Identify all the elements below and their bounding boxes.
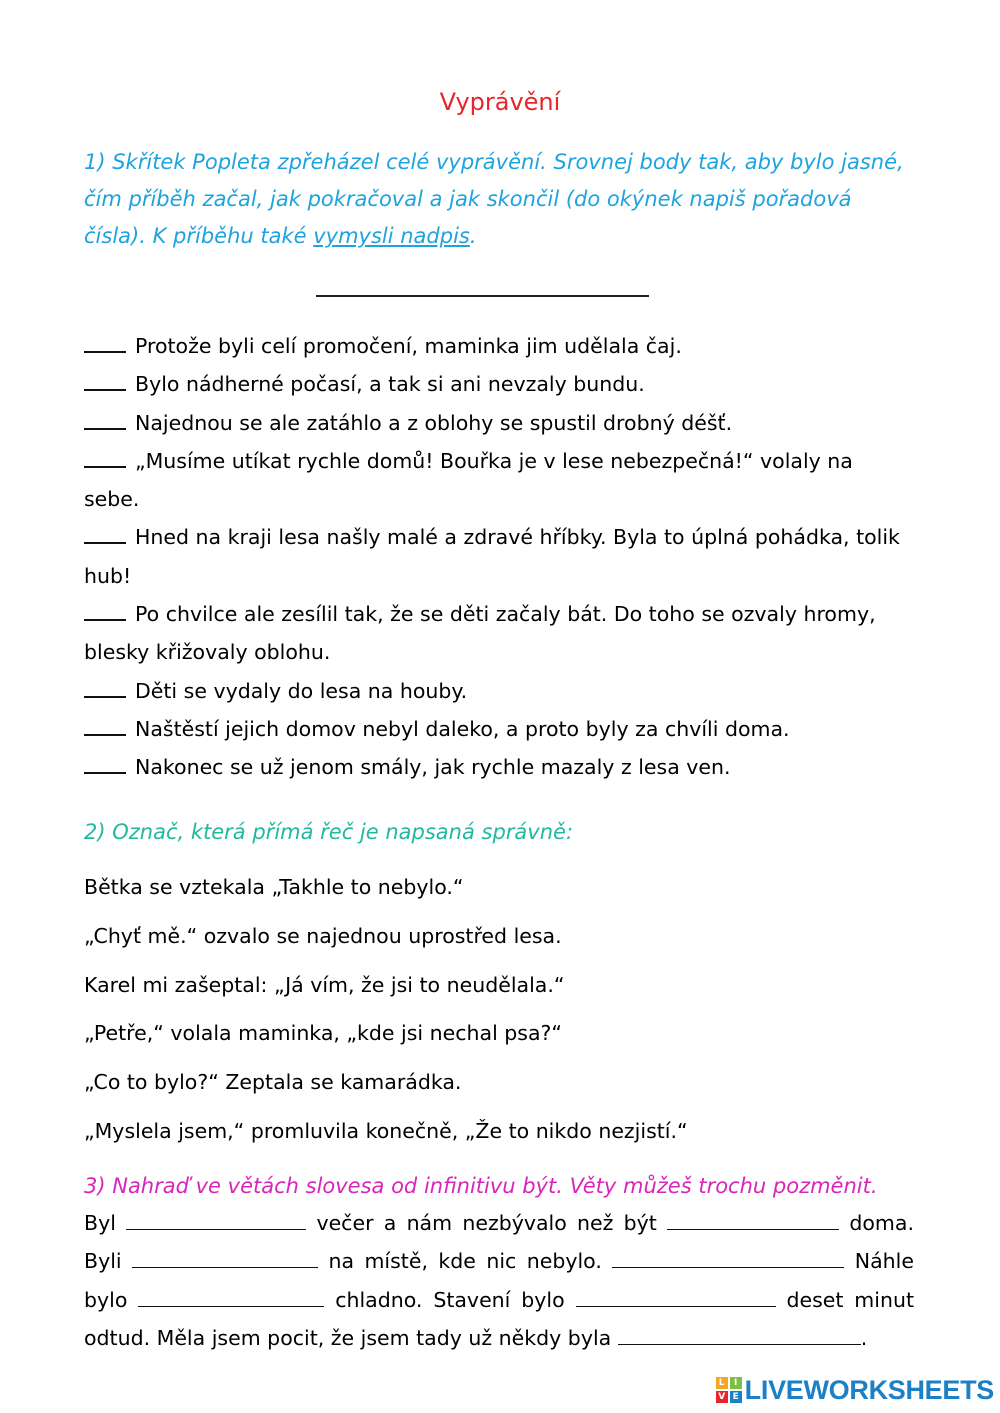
verb-blank[interactable] xyxy=(618,1324,861,1345)
sentence-text: Naštěstí jejich domov nebyl daleko, a proto byly za chvíli doma. xyxy=(135,716,790,741)
worksheet-title: Vyprávění xyxy=(439,88,561,116)
story-sentence xyxy=(84,327,904,365)
task2-instruction: 2) Označ, která přímá řeč je napsaná správně: xyxy=(84,820,574,844)
speech-option[interactable]: Karel mi zašeptal: „Já vím, že jsi to neudělala.“ xyxy=(84,972,565,997)
order-blank[interactable] xyxy=(84,371,126,391)
order-blank[interactable] xyxy=(84,754,126,774)
sentence-text: Po chvilce ale zesílil tak, že se děti začaly bát. Do toho se ozvaly hromy, blesky křižovaly oblohu. xyxy=(84,602,876,665)
order-blank[interactable] xyxy=(84,333,126,353)
text-fragment: deset minut xyxy=(786,1287,914,1312)
order-blank[interactable] xyxy=(84,448,126,468)
task1-instruction xyxy=(84,144,904,255)
text-fragment: Náhle xyxy=(854,1249,914,1274)
order-blank[interactable] xyxy=(84,524,126,544)
verb-blank[interactable] xyxy=(612,1247,844,1268)
task1-instruction-end: . xyxy=(469,224,477,248)
text-fragment: chladno. Stavení bylo xyxy=(335,1287,565,1312)
paragraph-line xyxy=(84,1204,914,1242)
story-title-blank[interactable] xyxy=(316,295,649,297)
verb-blank[interactable] xyxy=(667,1209,839,1230)
speech-option[interactable]: „Petře,“ volala maminka, „kde jsi nechal psa?“ xyxy=(84,1021,563,1046)
text-fragment: večer a nám nezbývalo než být xyxy=(316,1211,657,1235)
verb-blank[interactable] xyxy=(132,1247,318,1268)
paragraph-line xyxy=(84,1319,914,1357)
paragraph-line xyxy=(84,1281,914,1319)
paragraph-line xyxy=(84,1242,914,1280)
make-up-title-link[interactable]: vymysli nadpis xyxy=(313,224,470,248)
logo-tile-e: E xyxy=(730,1391,742,1403)
liveworksheets-logo-icon xyxy=(716,1377,742,1403)
story-sentence xyxy=(84,518,904,595)
text-fragment: . xyxy=(860,1325,868,1350)
text-fragment: bylo xyxy=(84,1287,128,1312)
sentence-text: Bylo nádherné počasí, a tak si ani nevzaly bundu. xyxy=(135,372,645,397)
story-sentence xyxy=(84,710,904,748)
direct-speech-options xyxy=(84,863,688,1156)
order-blank[interactable] xyxy=(84,410,126,430)
order-blank[interactable] xyxy=(84,716,126,736)
text-fragment: na místě, kde nic nebylo. xyxy=(328,1249,602,1274)
sentence-text: Najednou se ale zatáhlo a z oblohy se spustil drobný déšť. xyxy=(135,410,733,435)
replace-verbs-paragraph xyxy=(84,1204,914,1357)
story-sentence xyxy=(84,442,904,519)
brand-name: LIVEWORKSHEETS xyxy=(744,1374,994,1405)
story-sentence xyxy=(84,672,904,710)
speech-option[interactable]: Bětka se vztekala „Takhle to nebylo.“ xyxy=(84,875,464,899)
verb-blank[interactable] xyxy=(126,1209,306,1230)
sentence-text: Hned na kraji lesa našly malé a zdravé hříbky. Byla to úplná pohádka, tolik hub! xyxy=(84,525,900,588)
sentence-text: Děti se vydaly do lesa na houby. xyxy=(135,678,468,703)
story-sentences xyxy=(84,327,904,787)
sentence-text: „Musíme utíkat rychle domů! Bouřka je v lese nebezpečná!“ volaly na sebe. xyxy=(84,448,853,512)
logo-tile-l: L xyxy=(716,1377,728,1389)
speech-option[interactable]: „Co to bylo?“ Zeptala se kamarádka. xyxy=(84,1070,462,1095)
logo-tile-i: I xyxy=(730,1377,742,1389)
story-sentence xyxy=(84,365,904,403)
text-fragment: doma. xyxy=(849,1211,914,1235)
logo-tile-v: V xyxy=(716,1391,728,1403)
story-sentence xyxy=(84,404,904,442)
speech-option[interactable]: „Chyť mě.“ ozvalo se najednou uprostřed lesa. xyxy=(84,923,562,948)
verb-blank[interactable] xyxy=(138,1286,324,1307)
order-blank[interactable] xyxy=(84,678,126,698)
verb-blank[interactable] xyxy=(576,1286,776,1307)
sentence-text: Nakonec se už jenom smály, jak rychle mazaly z lesa ven. xyxy=(135,755,731,780)
task3-instruction: 3) Nahraď ve větách slovesa od infinitivu být. Věty můžeš trochu pozměnit. xyxy=(84,1174,878,1198)
text-fragment: odtud. Měla jsem pocit, že jsem tady už někdy byla xyxy=(84,1325,612,1350)
text-fragment: Byli xyxy=(84,1249,122,1274)
text-fragment: Byl xyxy=(84,1211,116,1235)
liveworksheets-brand xyxy=(716,1373,994,1407)
story-sentence xyxy=(84,748,904,786)
task1-instruction-text: 1) Skřítek Popleta zpřeházel celé vyprávění. Srovnej body tak, aby bylo jasné, čím příběh začal, jak pokračoval a jak skončil (do okýnek napiš pořadová čísla). K příběhu také xyxy=(84,150,904,248)
order-blank[interactable] xyxy=(84,601,126,621)
sentence-text: Protože byli celí promočení, maminka jim udělala čaj. xyxy=(135,334,682,358)
story-sentence xyxy=(84,595,904,672)
speech-option[interactable]: „Myslela jsem,“ promluvila konečně, „Že to nikdo nezjistí.“ xyxy=(84,1118,688,1143)
